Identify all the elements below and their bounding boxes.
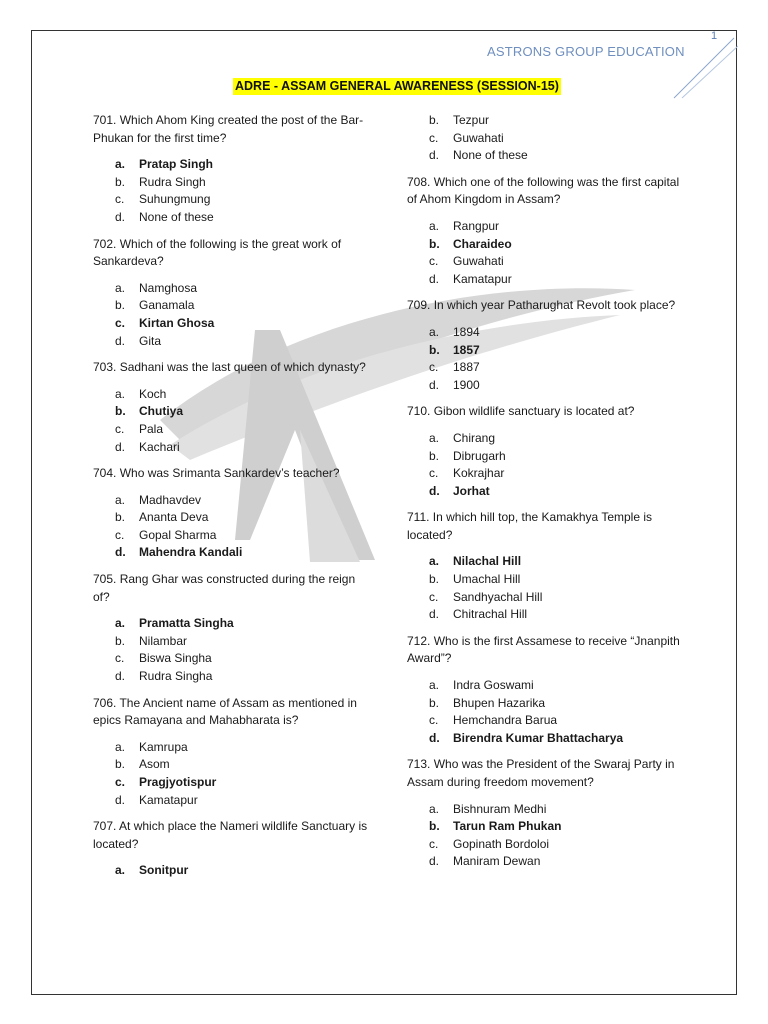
- option-item: [93, 174, 368, 192]
- option-item: [93, 492, 368, 510]
- answer-option: [93, 615, 368, 633]
- option-text: Gita: [139, 333, 162, 348]
- option-letter: c.: [429, 130, 439, 145]
- option-item: [407, 836, 682, 854]
- answer-option: [407, 342, 682, 360]
- option-text: Kamatapur: [453, 271, 512, 286]
- option-item: [93, 297, 368, 315]
- question-block: [407, 633, 682, 748]
- option-text: Guwahati: [453, 254, 504, 269]
- option-text: Guwahati: [453, 130, 504, 145]
- option-item: [407, 712, 682, 730]
- question-text: 707. At which place the Nameri wildlife Sanctuary is located?: [93, 819, 368, 851]
- option-text: None of these: [139, 209, 214, 224]
- option-letter: c.: [429, 713, 439, 728]
- option-letter: b.: [115, 174, 126, 189]
- option-item: [407, 430, 682, 448]
- question-text: 708. Which one of the following was the first capital of Ahom Kingdom in Assam?: [407, 174, 680, 207]
- option-text: Chutiya: [139, 404, 184, 419]
- option-letter: a.: [115, 492, 126, 507]
- option-item: [407, 359, 682, 377]
- option-letter: a.: [115, 280, 126, 295]
- question-text: 709. In which year Patharughat Revolt took place?: [407, 298, 676, 313]
- question-text: 713. Who was the President of the Swaraj Party in Assam during freedom movement?: [407, 757, 675, 789]
- answer-option: [93, 403, 368, 421]
- option-text: Mahendra Kandali: [139, 545, 243, 560]
- option-text: Charaideo: [453, 236, 512, 251]
- option-list: [407, 218, 682, 288]
- option-letter: d.: [115, 333, 126, 348]
- option-item: [93, 333, 368, 351]
- option-letter: c.: [429, 836, 439, 851]
- option-letter: b.: [115, 298, 126, 313]
- option-letter: c.: [429, 254, 439, 269]
- option-text: Pramatta Singha: [139, 616, 234, 631]
- option-item: [93, 280, 368, 298]
- option-letter: b.: [115, 757, 126, 772]
- option-letter: b.: [115, 633, 126, 648]
- option-list: [93, 739, 368, 809]
- option-text: Tezpur: [453, 113, 490, 127]
- option-item: [93, 792, 368, 810]
- option-list: [407, 324, 682, 394]
- option-letter: c.: [115, 527, 125, 542]
- question-block: [93, 112, 368, 227]
- question-text: 711. In which hill top, the Kamakhya Temple is located?: [407, 510, 653, 542]
- option-list: [407, 553, 682, 623]
- option-item: [407, 147, 682, 165]
- option-letter: d.: [115, 209, 126, 224]
- option-text: Asom: [139, 757, 170, 772]
- document-title: ADRE - ASSAM GENERAL AWARENESS (SESSION-15): [235, 79, 559, 93]
- answer-option: [93, 544, 368, 562]
- option-letter: a.: [429, 678, 440, 693]
- option-item: [407, 677, 682, 695]
- option-list: [93, 492, 368, 562]
- option-letter: d.: [429, 607, 440, 622]
- option-text: Namghosa: [139, 280, 198, 295]
- option-letter: c.: [429, 360, 439, 375]
- question-text: 712. Who is the first Assamese to receive “Jnanpith Award”?: [407, 633, 680, 666]
- option-item: [93, 421, 368, 439]
- option-letter: b.: [429, 236, 440, 251]
- option-list: [93, 615, 368, 685]
- question-text: 706. The Ancient name of Assam as mentioned in epics Ramayana and Mahabharata is?: [93, 695, 357, 728]
- option-letter: d.: [115, 439, 126, 454]
- question-text: 703. Sadhani was the last queen of which dynasty?: [93, 360, 366, 375]
- right-column: [407, 112, 682, 880]
- option-text: Gopal Sharma: [139, 527, 217, 542]
- option-item: [93, 527, 368, 545]
- option-item: [93, 650, 368, 668]
- option-text: Kamrupa: [139, 739, 188, 754]
- option-item: [93, 756, 368, 774]
- option-text: Kachari: [139, 439, 180, 454]
- option-text: Ananta Deva: [139, 510, 209, 525]
- option-letter: b.: [429, 572, 440, 587]
- question-text: 705. Rang Ghar was constructed during the reign of?: [93, 572, 356, 604]
- option-text: Nilambar: [139, 633, 188, 648]
- left-column: [93, 112, 368, 889]
- option-text: Chitrachal Hill: [453, 607, 528, 622]
- option-text: Hemchandra Barua: [453, 713, 558, 728]
- question-block: [407, 756, 682, 871]
- question-text: 710. Gibon wildlife sanctuary is located at?: [407, 404, 635, 419]
- question-block: [407, 403, 682, 500]
- option-letter: d.: [429, 854, 440, 869]
- option-text: Biswa Singha: [139, 651, 212, 666]
- answer-option: [407, 730, 682, 748]
- question-block: [93, 359, 368, 456]
- option-text: 1900: [453, 377, 480, 392]
- answer-option: [93, 315, 368, 333]
- option-text: Sandhyachal Hill: [453, 589, 543, 604]
- option-item: [407, 695, 682, 713]
- option-letter: a.: [115, 739, 126, 754]
- option-list: [93, 280, 368, 350]
- option-item: [93, 668, 368, 686]
- header-decoration-lines: [668, 36, 738, 100]
- option-text: Pala: [139, 421, 164, 436]
- option-text: Rudra Singh: [139, 174, 206, 189]
- answer-option: [407, 553, 682, 571]
- option-letter: b.: [429, 695, 440, 710]
- question-block: [93, 571, 368, 686]
- option-list: [407, 801, 682, 871]
- answer-option: [407, 818, 682, 836]
- option-letter: c.: [429, 589, 439, 604]
- option-item: [93, 633, 368, 651]
- option-letter: c.: [115, 651, 125, 666]
- option-item: [93, 386, 368, 404]
- option-letter: c.: [115, 421, 125, 436]
- question-text: 704. Who was Srimanta Sankardev’s teacher?: [93, 466, 340, 481]
- option-item: [407, 589, 682, 607]
- option-text: Pragjyotispur: [139, 775, 217, 789]
- option-letter: b.: [115, 510, 126, 525]
- option-text: Tarun Ram Phukan: [453, 819, 562, 834]
- option-letter: d.: [429, 377, 440, 392]
- answer-option: [93, 774, 368, 792]
- option-item: [407, 448, 682, 466]
- option-text: Kirtan Ghosa: [139, 315, 215, 330]
- option-item: [407, 271, 682, 289]
- option-item: [407, 465, 682, 483]
- option-item: [407, 571, 682, 589]
- option-letter: a.: [429, 554, 440, 569]
- option-text: Madhavdev: [139, 492, 202, 507]
- answer-option: [407, 483, 682, 501]
- option-text: Gopinath Bordoloi: [453, 836, 550, 851]
- question-block: [93, 695, 368, 810]
- option-letter: d.: [115, 545, 126, 560]
- option-text: Koch: [139, 386, 167, 401]
- option-item: [407, 801, 682, 819]
- option-text: 1857: [453, 342, 480, 357]
- option-letter: b.: [429, 819, 440, 834]
- answer-option: [407, 236, 682, 254]
- option-letter: b.: [429, 448, 440, 463]
- option-letter: c.: [115, 315, 126, 330]
- option-letter: a.: [429, 430, 440, 445]
- option-text: 1887: [453, 360, 480, 375]
- option-letter: d.: [115, 792, 126, 807]
- option-item: [407, 324, 682, 342]
- option-text: Pratap Singh: [139, 157, 214, 172]
- option-text: Nilachal Hill: [453, 554, 522, 569]
- option-letter: c.: [115, 775, 126, 789]
- option-letter: d.: [429, 271, 440, 286]
- continued-option-list: [407, 112, 682, 165]
- option-text: Rangpur: [453, 218, 500, 233]
- option-item: [93, 191, 368, 209]
- option-text: Jorhat: [453, 483, 490, 498]
- option-letter: a.: [115, 386, 126, 401]
- option-text: Kamatapur: [139, 792, 198, 807]
- option-letter: d.: [429, 730, 440, 745]
- option-list: [93, 862, 368, 880]
- option-item: [407, 112, 682, 130]
- option-text: Suhungmung: [139, 192, 211, 207]
- option-letter: c.: [429, 466, 439, 481]
- option-text: Rudra Singha: [139, 669, 213, 684]
- question-block: [93, 818, 368, 880]
- answer-option: [93, 862, 368, 880]
- option-list: [93, 386, 368, 456]
- option-letter: b.: [429, 113, 440, 127]
- answer-option: [93, 156, 368, 174]
- question-block: [93, 465, 368, 562]
- option-letter: b.: [429, 342, 440, 357]
- option-letter: c.: [115, 192, 125, 207]
- question-text: 702. Which of the following is the great work of Sankardeva?: [93, 236, 342, 269]
- option-text: Kokrajhar: [453, 466, 505, 481]
- option-letter: a.: [115, 863, 126, 878]
- option-text: Indra Goswami: [453, 678, 534, 693]
- option-text: 1894: [453, 324, 480, 339]
- option-text: Ganamala: [139, 298, 195, 313]
- header-brand-text: ASTRONS GROUP EDUCATION: [487, 44, 685, 59]
- option-text: Sonitpur: [139, 863, 189, 878]
- option-letter: d.: [115, 669, 126, 684]
- option-list: [407, 677, 682, 747]
- option-letter: d.: [429, 148, 440, 163]
- option-item: [407, 853, 682, 871]
- option-letter: d.: [429, 483, 440, 498]
- option-text: Bhupen Hazarika: [453, 695, 546, 710]
- option-item: [93, 209, 368, 227]
- option-letter: b.: [115, 404, 126, 419]
- option-letter: a.: [429, 324, 440, 339]
- option-text: Chirang: [453, 430, 496, 445]
- option-text: Maniram Dewan: [453, 854, 541, 869]
- page-number: 1: [711, 30, 718, 42]
- option-text: Birendra Kumar Bhattacharya: [453, 730, 624, 745]
- option-item: [407, 253, 682, 271]
- question-text: 701. Which Ahom King created the post of the Bar-Phukan for the first time?: [93, 113, 364, 145]
- option-item: [407, 377, 682, 395]
- question-block: [93, 236, 368, 351]
- option-list: [93, 156, 368, 226]
- option-text: Bishnuram Medhi: [453, 801, 547, 816]
- option-letter: a.: [429, 801, 440, 816]
- option-item: [407, 218, 682, 236]
- option-letter: a.: [115, 157, 126, 172]
- question-block: [407, 174, 682, 289]
- option-text: None of these: [453, 148, 528, 163]
- option-item: [93, 439, 368, 457]
- option-item: [407, 130, 682, 148]
- option-letter: a.: [115, 616, 126, 631]
- option-item: [93, 739, 368, 757]
- option-letter: a.: [429, 218, 440, 233]
- option-text: Dibrugarh: [453, 448, 506, 463]
- option-text: Umachal Hill: [453, 572, 521, 587]
- question-block: [407, 509, 682, 624]
- option-item: [93, 509, 368, 527]
- option-item: [407, 606, 682, 624]
- question-block: [407, 297, 682, 394]
- option-list: [407, 430, 682, 500]
